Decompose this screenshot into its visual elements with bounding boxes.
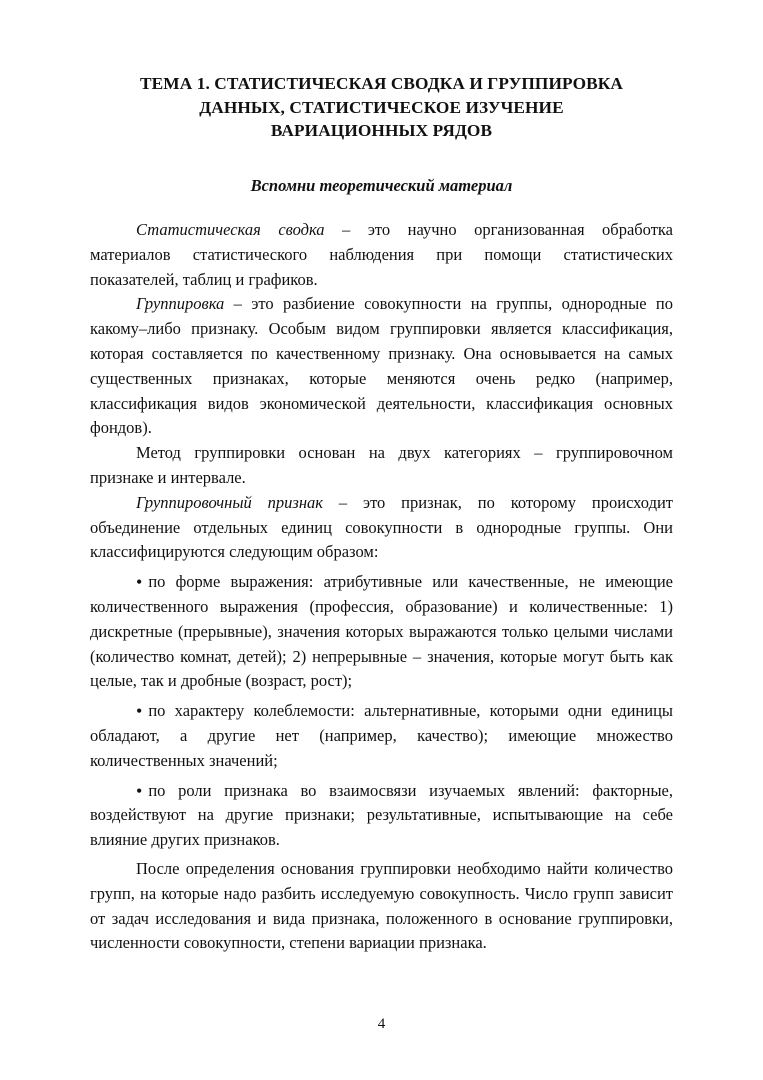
bullet-icon: • xyxy=(136,572,143,593)
paragraph-grouping-method: Метод группировки основан на двух категориях – группировочном признаке и интервале. xyxy=(90,443,673,487)
paragraph-statistical-summary xyxy=(90,218,673,292)
bullet-icon: • xyxy=(136,780,143,801)
section-subtitle: Вспомни теоретический материал xyxy=(250,176,513,195)
definition-grouping-attribute: – это признак, по которому происходит объединение отдельных единиц совокупности в однородные группы. Они классифицируются следующим образом: xyxy=(90,492,674,562)
page-number: 4 xyxy=(377,1016,386,1032)
term-statistical-summary: Статистическая сводка xyxy=(136,220,325,239)
definition-statistical-summary: – это научно организованная обработка материалов статистического наблюдения при помощи статистических показателей, таблиц и графиков. xyxy=(90,220,674,289)
body-text xyxy=(90,218,673,956)
title-line-1: ТЕМА 1. СТАТИСТИЧЕСКАЯ СВОДКА И ГРУППИРОВКА xyxy=(140,74,623,93)
bullet-icon: • xyxy=(136,701,143,722)
paragraph-number-of-groups: После определения основания группировки необходимо найти количество групп, на которые надо разбить исследуемую совокупность. Число групп зависит от задач исследования и вида признака, положенного в основание группировки, численности совокупности, степени вариации признака. xyxy=(90,858,673,953)
bullet-item-variability xyxy=(90,698,673,773)
term-grouping-attribute: Группировочный признак xyxy=(136,492,323,512)
bullet-text-role: по роли признака во взаимосвязи изучаемых явлений: факторные, воздействуют на другие признаки; результативные, испытывающие на себе влияние других признаков. xyxy=(90,780,673,850)
bullet-item-role xyxy=(90,778,673,853)
title-line-2: ДАННЫХ, СТАТИСТИЧЕСКОЕ ИЗУЧЕНИЕ xyxy=(199,97,564,117)
term-grouping: Группировка xyxy=(136,294,225,314)
definition-grouping: – это разбиение совокупности на группы, однородные по какому–либо признаку. Особым видом группировки является классификация, которая составляется по качественному признаку. Она основывается на самых существенных признаках, которые меняются очень редко (например, классификация видов экономической деятельности, классификация основных фондов). xyxy=(90,294,673,438)
bullet-item-form xyxy=(90,569,673,694)
title-line-3: ВАРИАЦИОННЫХ РЯДОВ xyxy=(270,121,493,140)
page-title xyxy=(90,72,673,143)
paragraph-grouping-attribute xyxy=(90,491,673,565)
bullet-text-form: по форме выражения: атрибутивные или качественные, не имеющие количественного выражения (профессия, образование) и количественные: 1) дискретные (прерывные), значения которых выражаются только целыми числами (количество комнат, детей); 2) непрерывные – значения, которые могут быть как целые, так и дробные (возраст, рост); xyxy=(90,572,673,691)
paragraph-grouping xyxy=(90,292,673,441)
bullet-text-variability: по характеру колеблемости: альтернативные, которыми одни единицы обладают, а другие нет (например, качество); имеющие множество количественных значений; xyxy=(90,701,673,770)
